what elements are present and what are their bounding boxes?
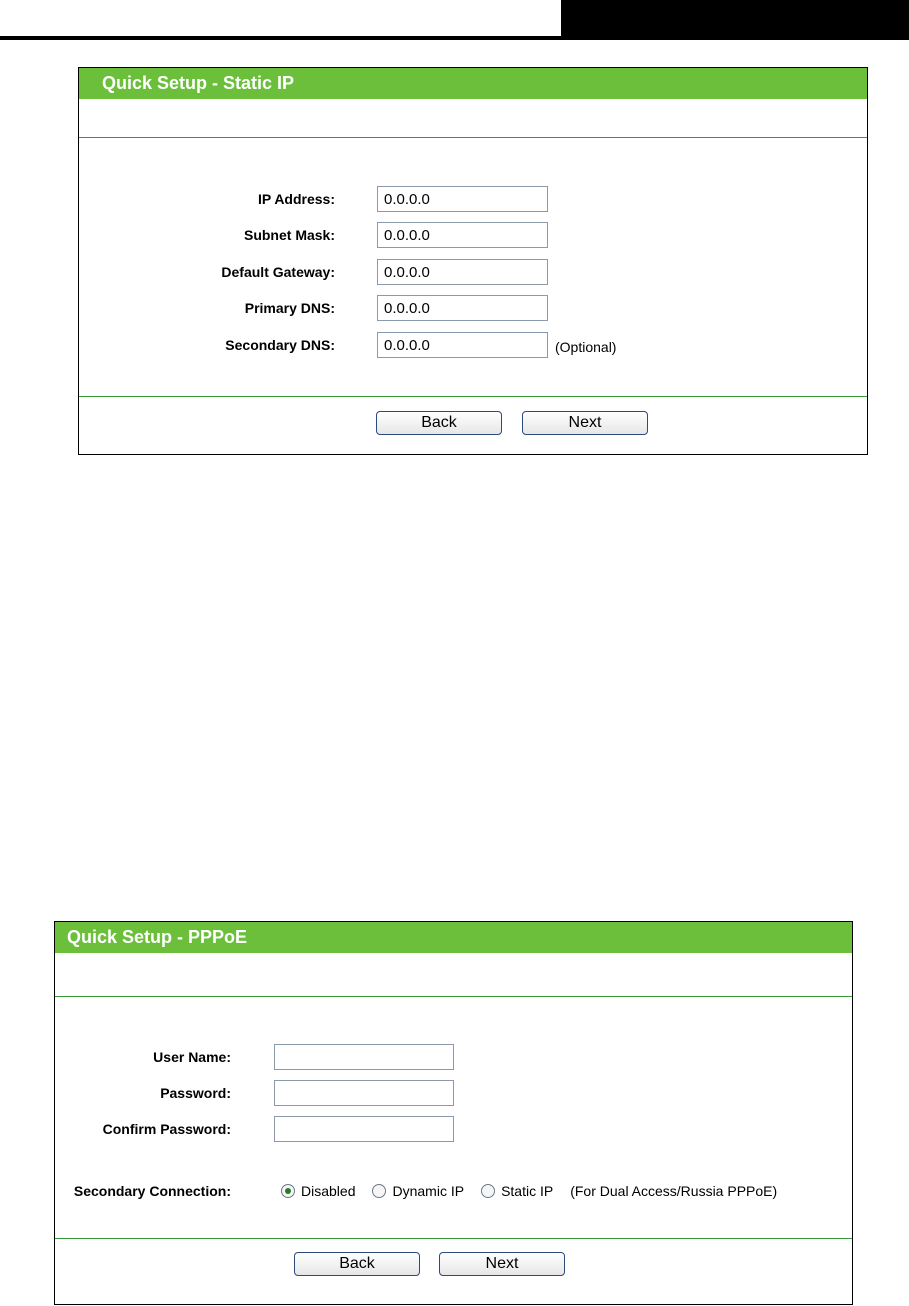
next-button[interactable]: Next: [439, 1252, 565, 1276]
secondary-connection-note: (For Dual Access/Russia PPPoE): [570, 1183, 778, 1199]
back-button[interactable]: Back: [294, 1252, 420, 1276]
secondary-connection-label: Secondary Connection:: [73, 1183, 231, 1199]
ip-address-label: IP Address:: [257, 191, 335, 207]
pppoe-title: Quick Setup - PPPoE: [55, 922, 852, 953]
user-name-input[interactable]: [274, 1044, 454, 1070]
default-gateway-label: Default Gateway:: [221, 264, 335, 280]
divider: [55, 1238, 852, 1239]
secondary-dns-input[interactable]: [377, 332, 548, 358]
pppoe-panel: [54, 921, 853, 1305]
header-block: [561, 0, 909, 40]
confirm-password-input[interactable]: [274, 1116, 454, 1142]
user-name-label: User Name:: [153, 1049, 231, 1065]
secondary-connection-radio-group: [281, 1183, 777, 1199]
static-ip-title: Quick Setup - Static IP: [79, 68, 867, 99]
secondary-dns-label: Secondary DNS:: [225, 337, 335, 353]
radio-static-ip[interactable]: [481, 1183, 553, 1199]
primary-dns-input[interactable]: [377, 295, 548, 321]
divider: [79, 137, 867, 138]
subnet-mask-label: Subnet Mask:: [243, 227, 335, 243]
radio-button-checked[interactable]: [281, 1184, 295, 1198]
static-ip-panel: [78, 67, 868, 455]
radio-static-ip-label: Static IP: [501, 1183, 554, 1199]
password-label: Password:: [160, 1085, 231, 1101]
radio-button[interactable]: [481, 1184, 495, 1198]
back-button[interactable]: Back: [376, 411, 502, 435]
confirm-password-label: Confirm Password:: [102, 1121, 231, 1137]
password-input[interactable]: [274, 1080, 454, 1106]
radio-disabled-label: Disabled: [301, 1183, 356, 1199]
subnet-mask-input[interactable]: [377, 222, 548, 248]
primary-dns-label: Primary DNS:: [244, 300, 335, 316]
default-gateway-input[interactable]: [377, 259, 548, 285]
ip-address-input[interactable]: [377, 186, 548, 212]
divider: [79, 396, 867, 397]
radio-dynamic-ip[interactable]: [372, 1183, 464, 1199]
radio-button[interactable]: [372, 1184, 386, 1198]
radio-dynamic-ip-label: Dynamic IP: [392, 1183, 465, 1199]
next-button[interactable]: Next: [522, 411, 648, 435]
header-rule: [0, 36, 909, 40]
divider: [55, 996, 852, 997]
radio-disabled[interactable]: [281, 1183, 355, 1199]
optional-hint: (Optional): [555, 339, 617, 355]
